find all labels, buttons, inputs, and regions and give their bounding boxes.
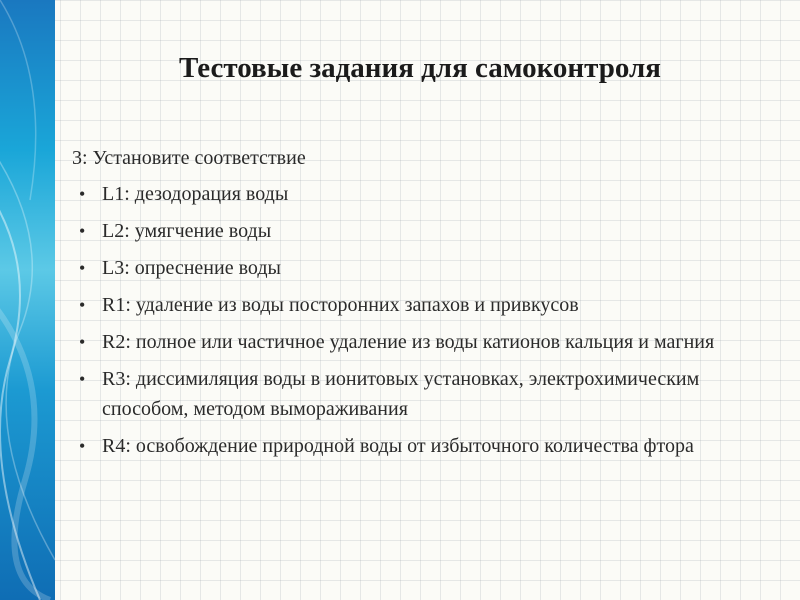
list-item-text: L2: умягчение воды (102, 220, 272, 242)
list-item-text: R3: диссимиляция воды в ионитовых установках, электрохимическим способом, методом вымораживания (102, 368, 700, 420)
slide-title: Тестовые задания для самоконтроля (179, 52, 661, 84)
sidebar-wave-graphic (0, 0, 55, 600)
list-item (72, 179, 772, 209)
list-item (72, 431, 772, 461)
list-item-text: R4: освобождение природной воды от избыточного количества фтора (102, 435, 694, 457)
decorative-sidebar (0, 0, 55, 600)
task-intro: 3: Установите соответствие (72, 147, 306, 169)
list-item (72, 290, 772, 320)
bullet-icon: • (79, 258, 86, 278)
list-item-text: R1: удаление из воды посторонних запахов и привкусов (102, 294, 579, 316)
list-item-text: L1: дезодорация воды (102, 183, 289, 205)
bullet-icon: • (79, 295, 86, 315)
list-item (72, 327, 772, 357)
bullet-icon: • (79, 369, 86, 389)
list-item (72, 216, 772, 246)
list-item (72, 364, 772, 424)
list-item (72, 253, 772, 283)
matching-list (72, 179, 772, 461)
bullet-icon: • (79, 436, 86, 456)
list-item-text: R2: полное или частичное удаление из воды катионов кальция и магния (102, 331, 715, 353)
bullet-icon: • (79, 332, 86, 352)
list-item-text: L3: опреснение воды (102, 257, 281, 279)
bullet-icon: • (79, 184, 86, 204)
bullet-icon: • (79, 221, 86, 241)
slide-content (72, 143, 772, 468)
